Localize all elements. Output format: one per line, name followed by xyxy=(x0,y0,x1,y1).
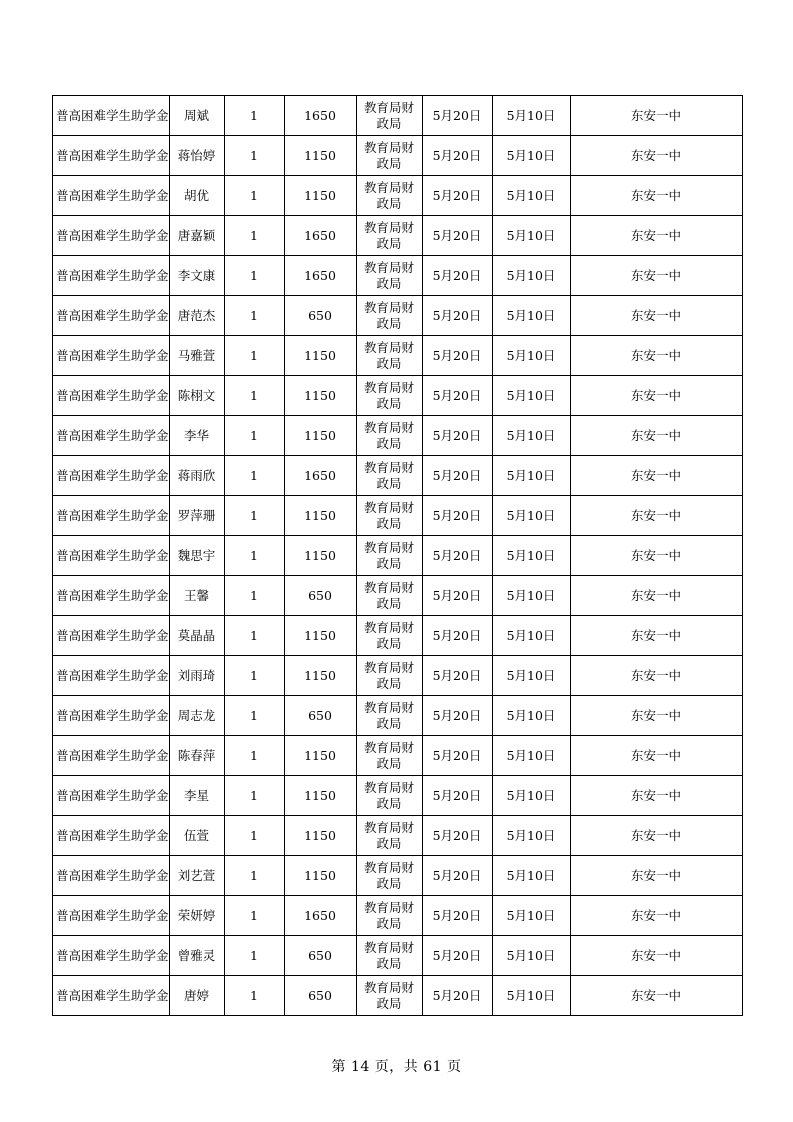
cell-count: 1 xyxy=(224,256,284,296)
cell-department xyxy=(356,896,422,936)
cell-school: 东安一中 xyxy=(570,776,742,816)
department-line-1: 教育局财 xyxy=(364,659,415,675)
cell-date-2: 5月10日 xyxy=(492,96,570,136)
cell-school: 东安一中 xyxy=(570,136,742,176)
cell-count: 1 xyxy=(224,976,284,1016)
department-line-2: 政局 xyxy=(376,675,402,691)
cell-department xyxy=(356,496,422,536)
cell-count: 1 xyxy=(224,216,284,256)
department-line-2: 政局 xyxy=(376,715,402,731)
cell-school: 东安一中 xyxy=(570,616,742,656)
cell-date-1: 5月20日 xyxy=(422,576,492,616)
cell-amount: 1150 xyxy=(284,336,356,376)
cell-date-2: 5月10日 xyxy=(492,456,570,496)
cell-school: 东安一中 xyxy=(570,96,742,136)
cell-name: 刘艺萱 xyxy=(169,856,224,896)
cell-school: 东安一中 xyxy=(570,376,742,416)
department-line-1: 教育局财 xyxy=(364,459,415,475)
cell-date-2: 5月10日 xyxy=(492,496,570,536)
department-line-2: 政局 xyxy=(376,875,402,891)
department-line-1: 教育局财 xyxy=(364,99,415,115)
cell-count: 1 xyxy=(224,856,284,896)
cell-school: 东安一中 xyxy=(570,216,742,256)
department-line-1: 教育局财 xyxy=(364,779,415,795)
cell-name: 刘雨琦 xyxy=(169,656,224,696)
cell-name: 伍萱 xyxy=(169,816,224,856)
cell-name: 陈春萍 xyxy=(169,736,224,776)
cell-amount: 1650 xyxy=(284,216,356,256)
cell-school: 东安一中 xyxy=(570,336,742,376)
table-row xyxy=(53,856,743,896)
department-line-2: 政局 xyxy=(376,915,402,931)
cell-department xyxy=(356,816,422,856)
cell-count: 1 xyxy=(224,816,284,856)
cell-name: 魏思宇 xyxy=(169,536,224,576)
department-line-1: 教育局财 xyxy=(364,979,415,995)
cell-amount: 1650 xyxy=(284,96,356,136)
cell-project: 普高困难学生助学金 xyxy=(53,496,170,536)
table-row xyxy=(53,536,743,576)
cell-department xyxy=(356,616,422,656)
cell-amount: 650 xyxy=(284,696,356,736)
cell-school: 东安一中 xyxy=(570,936,742,976)
cell-date-2: 5月10日 xyxy=(492,816,570,856)
cell-date-2: 5月10日 xyxy=(492,136,570,176)
cell-name: 莫晶晶 xyxy=(169,616,224,656)
cell-name: 周斌 xyxy=(169,96,224,136)
table-row xyxy=(53,96,743,136)
table-row xyxy=(53,456,743,496)
table-row xyxy=(53,576,743,616)
table-row xyxy=(53,736,743,776)
cell-project: 普高困难学生助学金 xyxy=(53,936,170,976)
department-line-2: 政局 xyxy=(376,195,402,211)
cell-project: 普高困难学生助学金 xyxy=(53,456,170,496)
cell-school: 东安一中 xyxy=(570,856,742,896)
cell-name: 李星 xyxy=(169,776,224,816)
cell-amount: 1150 xyxy=(284,616,356,656)
cell-date-1: 5月20日 xyxy=(422,656,492,696)
cell-project: 普高困难学生助学金 xyxy=(53,176,170,216)
department-line-1: 教育局财 xyxy=(364,259,415,275)
table-row xyxy=(53,496,743,536)
cell-date-2: 5月10日 xyxy=(492,856,570,896)
cell-project: 普高困难学生助学金 xyxy=(53,976,170,1016)
cell-amount: 650 xyxy=(284,296,356,336)
cell-date-2: 5月10日 xyxy=(492,976,570,1016)
department-line-1: 教育局财 xyxy=(364,899,415,915)
cell-count: 1 xyxy=(224,736,284,776)
cell-amount: 1150 xyxy=(284,656,356,696)
cell-date-1: 5月20日 xyxy=(422,736,492,776)
cell-school: 东安一中 xyxy=(570,536,742,576)
table-row xyxy=(53,896,743,936)
cell-department xyxy=(356,856,422,896)
cell-name: 唐嘉颖 xyxy=(169,216,224,256)
department-line-2: 政局 xyxy=(376,475,402,491)
cell-project: 普高困难学生助学金 xyxy=(53,576,170,616)
cell-school: 东安一中 xyxy=(570,976,742,1016)
cell-date-2: 5月10日 xyxy=(492,536,570,576)
cell-date-1: 5月20日 xyxy=(422,336,492,376)
cell-date-1: 5月20日 xyxy=(422,136,492,176)
cell-name: 王馨 xyxy=(169,576,224,616)
department-line-1: 教育局财 xyxy=(364,379,415,395)
cell-name: 蒋怡婷 xyxy=(169,136,224,176)
table-row xyxy=(53,816,743,856)
cell-amount: 1150 xyxy=(284,536,356,576)
cell-project: 普高困难学生助学金 xyxy=(53,896,170,936)
cell-date-1: 5月20日 xyxy=(422,536,492,576)
department-line-1: 教育局财 xyxy=(364,739,415,755)
table-row xyxy=(53,296,743,336)
cell-school: 东安一中 xyxy=(570,816,742,856)
department-line-1: 教育局财 xyxy=(364,339,415,355)
department-line-2: 政局 xyxy=(376,235,402,251)
department-line-2: 政局 xyxy=(376,275,402,291)
cell-date-2: 5月10日 xyxy=(492,696,570,736)
department-line-2: 政局 xyxy=(376,435,402,451)
cell-amount: 1650 xyxy=(284,456,356,496)
table-row xyxy=(53,336,743,376)
cell-department xyxy=(356,776,422,816)
cell-date-2: 5月10日 xyxy=(492,896,570,936)
department-line-2: 政局 xyxy=(376,115,402,131)
cell-project: 普高困难学生助学金 xyxy=(53,696,170,736)
cell-school: 东安一中 xyxy=(570,176,742,216)
cell-school: 东安一中 xyxy=(570,656,742,696)
table-row xyxy=(53,776,743,816)
cell-count: 1 xyxy=(224,376,284,416)
table-row xyxy=(53,376,743,416)
cell-school: 东安一中 xyxy=(570,496,742,536)
table-row xyxy=(53,976,743,1016)
department-line-2: 政局 xyxy=(376,155,402,171)
cell-department xyxy=(356,336,422,376)
cell-date-1: 5月20日 xyxy=(422,616,492,656)
cell-date-2: 5月10日 xyxy=(492,336,570,376)
cell-count: 1 xyxy=(224,776,284,816)
cell-project: 普高困难学生助学金 xyxy=(53,776,170,816)
cell-date-2: 5月10日 xyxy=(492,776,570,816)
cell-date-1: 5月20日 xyxy=(422,376,492,416)
grant-table xyxy=(52,95,743,1016)
cell-name: 李文康 xyxy=(169,256,224,296)
table-row xyxy=(53,656,743,696)
page-footer: 第 14 页，共 61 页 xyxy=(331,1059,462,1075)
department-line-1: 教育局财 xyxy=(364,859,415,875)
cell-department xyxy=(356,136,422,176)
cell-school: 东安一中 xyxy=(570,456,742,496)
table-row xyxy=(53,416,743,456)
department-line-2: 政局 xyxy=(376,595,402,611)
cell-count: 1 xyxy=(224,456,284,496)
cell-date-2: 5月10日 xyxy=(492,416,570,456)
department-line-2: 政局 xyxy=(376,835,402,851)
cell-project: 普高困难学生助学金 xyxy=(53,416,170,456)
cell-name: 马雅萱 xyxy=(169,336,224,376)
department-line-1: 教育局财 xyxy=(364,219,415,235)
cell-department xyxy=(356,176,422,216)
cell-count: 1 xyxy=(224,96,284,136)
cell-project: 普高困难学生助学金 xyxy=(53,336,170,376)
cell-date-2: 5月10日 xyxy=(492,376,570,416)
cell-count: 1 xyxy=(224,176,284,216)
cell-count: 1 xyxy=(224,496,284,536)
cell-date-1: 5月20日 xyxy=(422,456,492,496)
cell-amount: 1150 xyxy=(284,416,356,456)
cell-department xyxy=(356,976,422,1016)
department-line-1: 教育局财 xyxy=(364,299,415,315)
cell-name: 唐范杰 xyxy=(169,296,224,336)
cell-amount: 1650 xyxy=(284,896,356,936)
cell-amount: 650 xyxy=(284,976,356,1016)
cell-department xyxy=(356,456,422,496)
cell-date-1: 5月20日 xyxy=(422,976,492,1016)
cell-date-2: 5月10日 xyxy=(492,936,570,976)
department-line-1: 教育局财 xyxy=(364,499,415,515)
cell-date-2: 5月10日 xyxy=(492,216,570,256)
cell-count: 1 xyxy=(224,536,284,576)
table-row xyxy=(53,256,743,296)
cell-count: 1 xyxy=(224,336,284,376)
department-line-2: 政局 xyxy=(376,755,402,771)
cell-school: 东安一中 xyxy=(570,416,742,456)
cell-date-1: 5月20日 xyxy=(422,936,492,976)
cell-date-1: 5月20日 xyxy=(422,296,492,336)
cell-department xyxy=(356,736,422,776)
cell-amount: 1150 xyxy=(284,736,356,776)
cell-count: 1 xyxy=(224,896,284,936)
cell-date-2: 5月10日 xyxy=(492,176,570,216)
cell-school: 东安一中 xyxy=(570,696,742,736)
cell-name: 李华 xyxy=(169,416,224,456)
cell-department xyxy=(356,696,422,736)
cell-count: 1 xyxy=(224,136,284,176)
cell-count: 1 xyxy=(224,576,284,616)
cell-date-1: 5月20日 xyxy=(422,696,492,736)
cell-count: 1 xyxy=(224,296,284,336)
cell-amount: 650 xyxy=(284,576,356,616)
cell-project: 普高困难学生助学金 xyxy=(53,616,170,656)
cell-date-1: 5月20日 xyxy=(422,216,492,256)
department-line-2: 政局 xyxy=(376,995,402,1011)
cell-department xyxy=(356,416,422,456)
cell-project: 普高困难学生助学金 xyxy=(53,96,170,136)
department-line-1: 教育局财 xyxy=(364,139,415,155)
cell-department xyxy=(356,376,422,416)
cell-date-1: 5月20日 xyxy=(422,96,492,136)
cell-school: 东安一中 xyxy=(570,736,742,776)
cell-amount: 1150 xyxy=(284,136,356,176)
department-line-1: 教育局财 xyxy=(364,579,415,595)
department-line-1: 教育局财 xyxy=(364,619,415,635)
cell-date-1: 5月20日 xyxy=(422,256,492,296)
department-line-1: 教育局财 xyxy=(364,539,415,555)
cell-date-1: 5月20日 xyxy=(422,856,492,896)
department-line-2: 政局 xyxy=(376,955,402,971)
department-line-2: 政局 xyxy=(376,355,402,371)
cell-date-2: 5月10日 xyxy=(492,296,570,336)
department-line-2: 政局 xyxy=(376,315,402,331)
cell-project: 普高困难学生助学金 xyxy=(53,856,170,896)
cell-department xyxy=(356,536,422,576)
department-line-2: 政局 xyxy=(376,635,402,651)
department-line-1: 教育局财 xyxy=(364,939,415,955)
cell-project: 普高困难学生助学金 xyxy=(53,536,170,576)
cell-name: 胡优 xyxy=(169,176,224,216)
cell-amount: 1150 xyxy=(284,176,356,216)
cell-date-1: 5月20日 xyxy=(422,896,492,936)
table-row xyxy=(53,936,743,976)
cell-amount: 1150 xyxy=(284,856,356,896)
table-body xyxy=(53,96,743,1016)
cell-amount: 1150 xyxy=(284,776,356,816)
cell-school: 东安一中 xyxy=(570,256,742,296)
department-line-2: 政局 xyxy=(376,395,402,411)
cell-date-1: 5月20日 xyxy=(422,776,492,816)
cell-project: 普高困难学生助学金 xyxy=(53,216,170,256)
cell-name: 唐婷 xyxy=(169,976,224,1016)
department-line-2: 政局 xyxy=(376,795,402,811)
table-row xyxy=(53,616,743,656)
cell-name: 罗萍珊 xyxy=(169,496,224,536)
cell-name: 周志龙 xyxy=(169,696,224,736)
table-row xyxy=(53,176,743,216)
cell-school: 东安一中 xyxy=(570,896,742,936)
cell-date-2: 5月10日 xyxy=(492,656,570,696)
cell-count: 1 xyxy=(224,416,284,456)
cell-date-2: 5月10日 xyxy=(492,576,570,616)
cell-project: 普高困难学生助学金 xyxy=(53,136,170,176)
department-line-1: 教育局财 xyxy=(364,179,415,195)
department-line-2: 政局 xyxy=(376,515,402,531)
cell-count: 1 xyxy=(224,936,284,976)
cell-project: 普高困难学生助学金 xyxy=(53,376,170,416)
cell-date-1: 5月20日 xyxy=(422,416,492,456)
cell-name: 蒋雨欣 xyxy=(169,456,224,496)
cell-school: 东安一中 xyxy=(570,576,742,616)
cell-date-1: 5月20日 xyxy=(422,496,492,536)
cell-amount: 1150 xyxy=(284,816,356,856)
department-line-2: 政局 xyxy=(376,555,402,571)
cell-amount: 1650 xyxy=(284,256,356,296)
cell-date-2: 5月10日 xyxy=(492,256,570,296)
cell-amount: 1150 xyxy=(284,496,356,536)
cell-date-1: 5月20日 xyxy=(422,176,492,216)
cell-project: 普高困难学生助学金 xyxy=(53,656,170,696)
department-line-1: 教育局财 xyxy=(364,419,415,435)
cell-count: 1 xyxy=(224,616,284,656)
cell-amount: 1150 xyxy=(284,376,356,416)
table-row xyxy=(53,696,743,736)
cell-department xyxy=(356,576,422,616)
cell-school: 东安一中 xyxy=(570,296,742,336)
cell-date-1: 5月20日 xyxy=(422,816,492,856)
cell-name: 荣妍婷 xyxy=(169,896,224,936)
cell-name: 陈栩文 xyxy=(169,376,224,416)
department-line-1: 教育局财 xyxy=(364,699,415,715)
cell-department xyxy=(356,656,422,696)
department-line-1: 教育局财 xyxy=(364,819,415,835)
cell-department xyxy=(356,96,422,136)
cell-project: 普高困难学生助学金 xyxy=(53,256,170,296)
table-row xyxy=(53,216,743,256)
table-row xyxy=(53,136,743,176)
cell-date-2: 5月10日 xyxy=(492,736,570,776)
cell-project: 普高困难学生助学金 xyxy=(53,296,170,336)
cell-count: 1 xyxy=(224,656,284,696)
cell-project: 普高困难学生助学金 xyxy=(53,736,170,776)
cell-department xyxy=(356,216,422,256)
cell-department xyxy=(356,296,422,336)
cell-department xyxy=(356,936,422,976)
cell-count: 1 xyxy=(224,696,284,736)
cell-project: 普高困难学生助学金 xyxy=(53,816,170,856)
cell-date-2: 5月10日 xyxy=(492,616,570,656)
cell-department xyxy=(356,256,422,296)
cell-amount: 650 xyxy=(284,936,356,976)
cell-name: 曾雅灵 xyxy=(169,936,224,976)
